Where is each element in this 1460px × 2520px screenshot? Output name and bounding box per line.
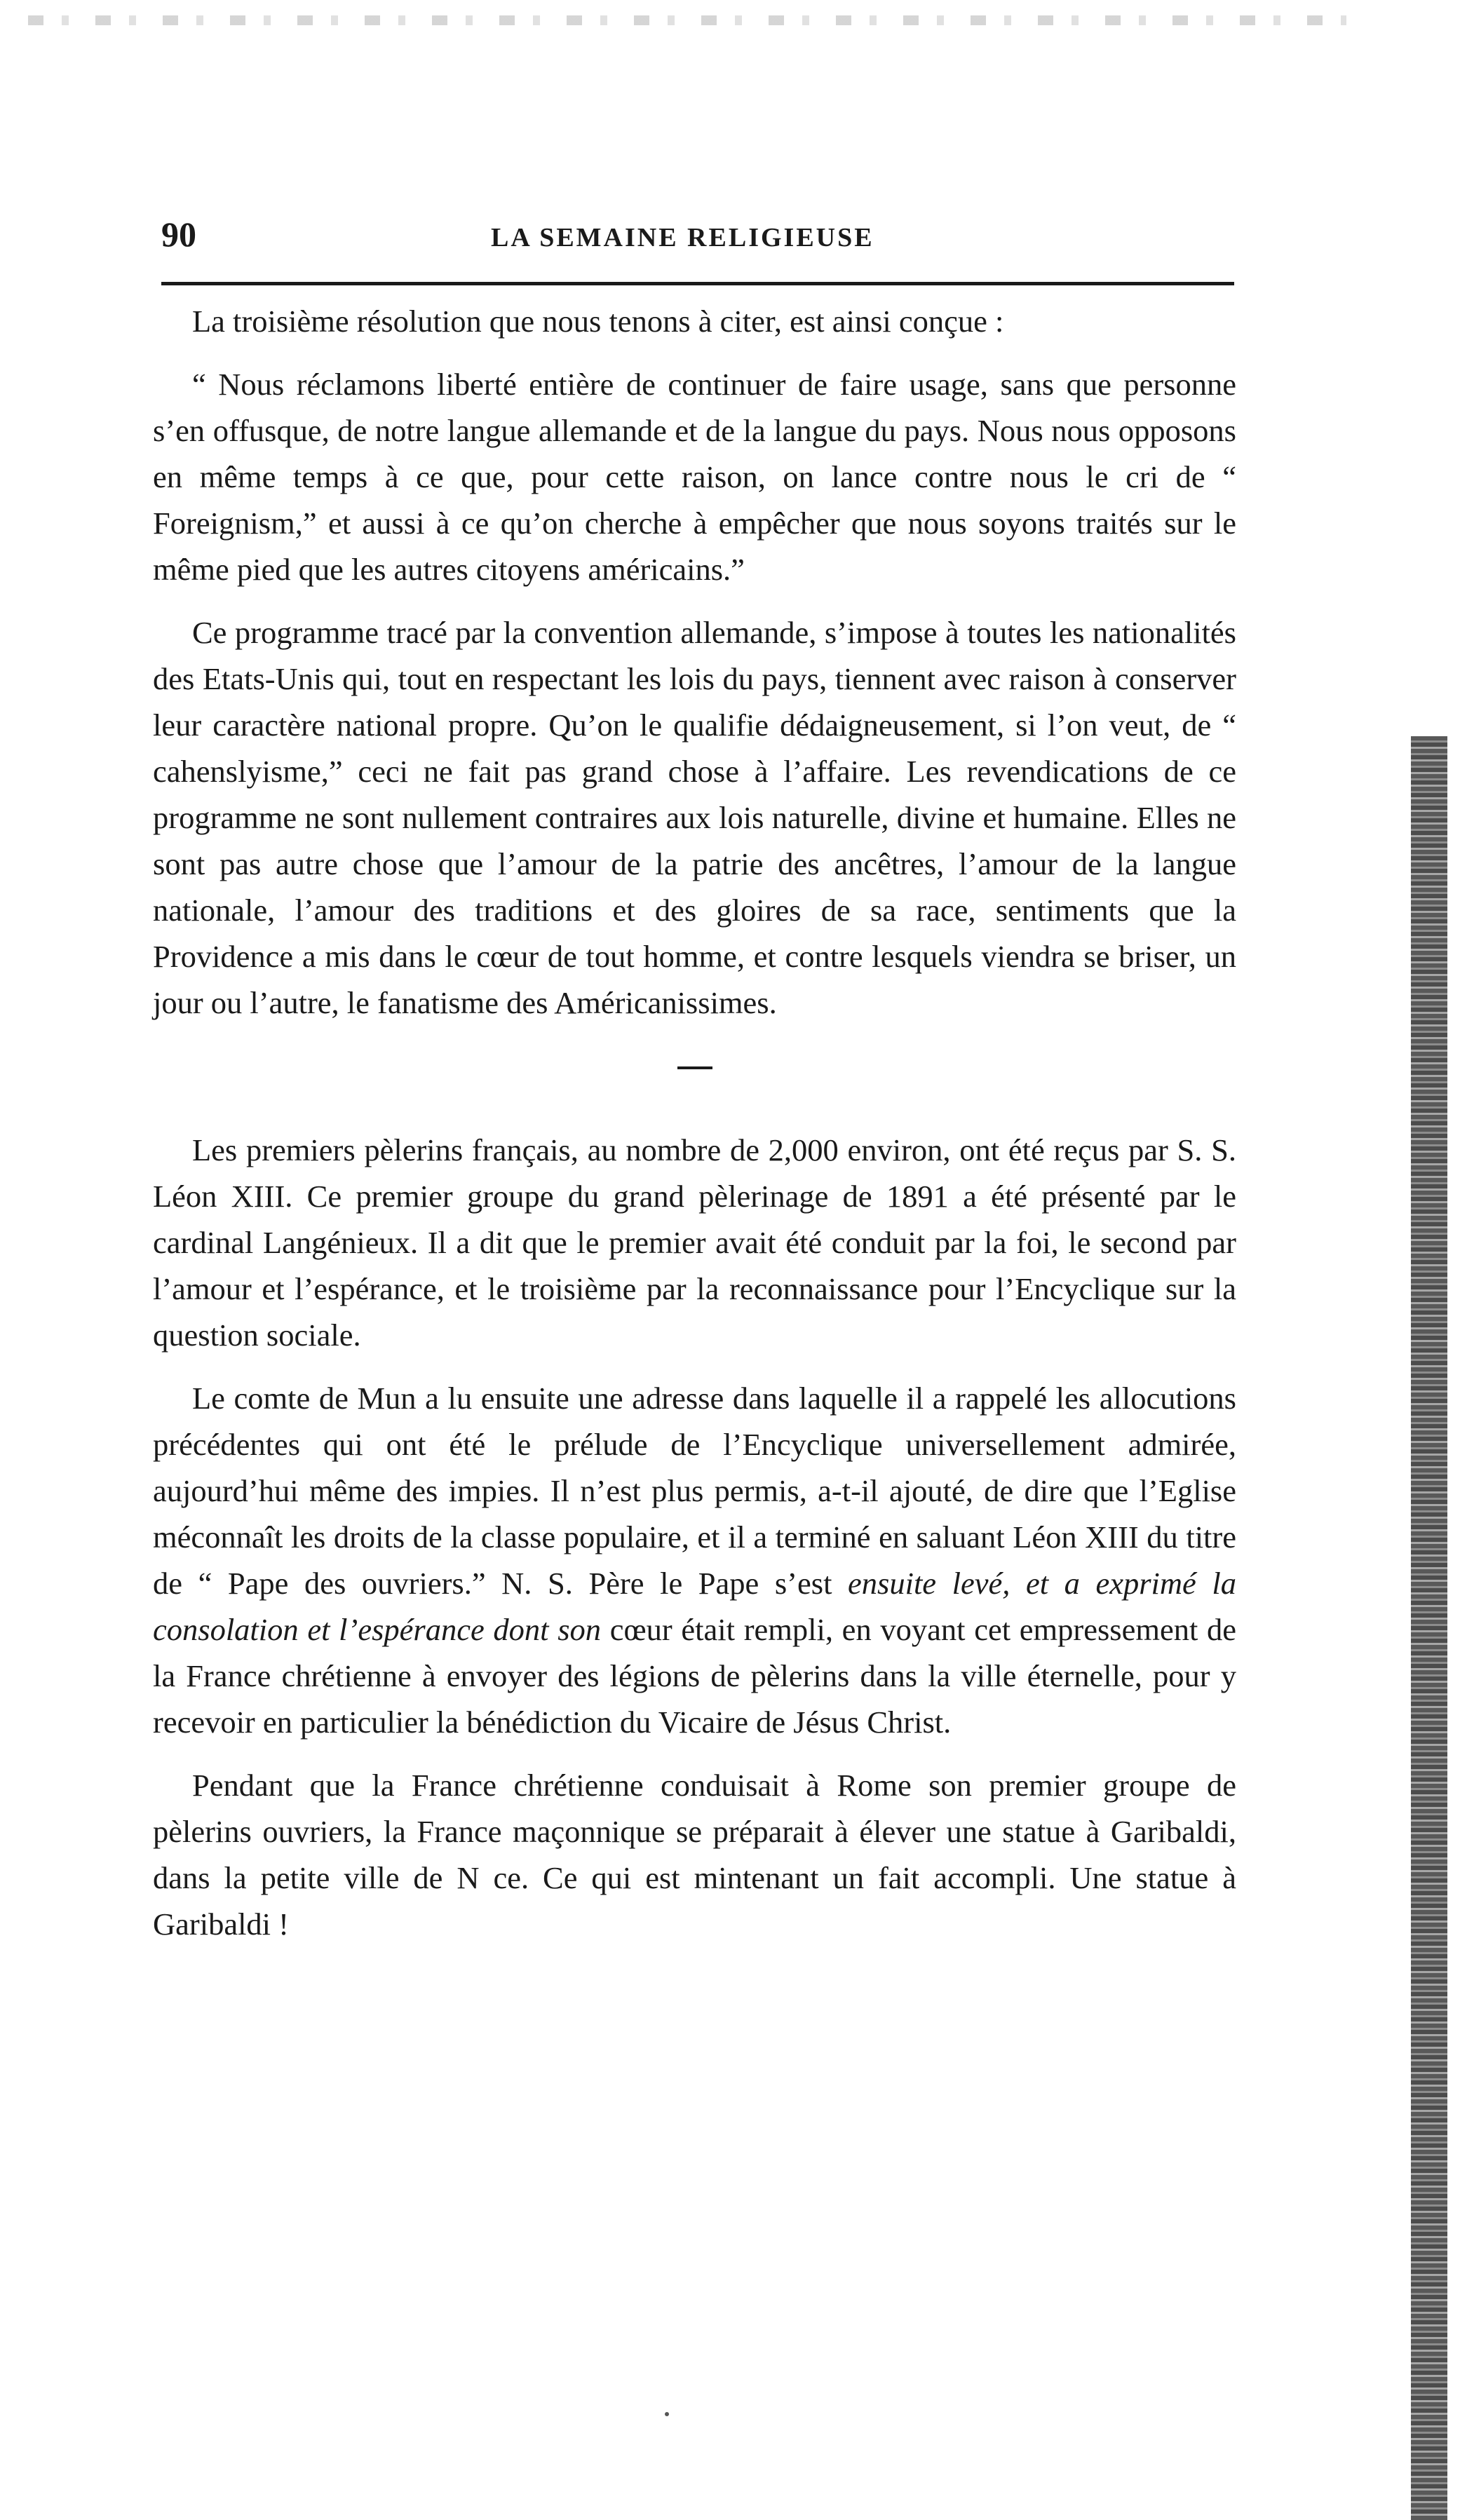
header-rule (161, 282, 1234, 285)
paragraph-comte-de-mun (153, 1375, 1236, 1745)
article-body (153, 298, 1236, 1964)
scan-binding-edge (1411, 736, 1447, 2520)
paragraph-resolution-quote: “ Nous réclamons liberté entière de continuer de faire usage, sans que personne s’en offusque, de notre langue allemande et de la langue du pays. Nous nous opposons en même temps à ce que, pour cette raison, on lance contre nous le cri de “ Foreignism,” et aussi à ce qu’on cherche à empêcher que nous soyons traités sur le même pied que les autres citoyens américains.” (153, 367, 1236, 587)
paragraph-comte-de-mun-end: cœur était rempli, en voyant cet empressement de la France chrétienne à envoyer des légions de pèlerins dans la ville éternelle, pour y recevoir en particulier la bénédiction du Vicaire de Jésus Christ. (153, 1612, 1237, 1740)
page-number: 90 (161, 215, 196, 254)
paragraph-comte-de-mun-text: Le comte de Mun a lu ensuite une adresse dans laquelle il a rappelé les allocutions précédentes qui ont été le prélude de l’Encyclique universellement admirée, aujourd’hui même des impies. Il n’est plus permis, a-t-il ajouté, de dire que l’Eglise méconnaît les droits de la classe populaire, et il a terminé en saluant Léon XIII du titre de “ Pape des ouvriers.” N. S. Père le Pape s’est (153, 1381, 1236, 1601)
paragraph-resolution-intro: La troisième résolution que nous tenons à citer, est ainsi conçue : (192, 304, 1004, 339)
paragraph-pilgrims: Les premiers pèlerins français, au nombre de 2,000 environ, ont été reçus par S. S. Léon XIII. Ce premier groupe du grand pèlerinage de 1891 a été présenté par le cardinal Langénieux. Il a dit que le premier avait été conduit par la foi, le second par l’amour et l’espérance, et le troisième par la reconnaissance pour l’Encyclique sur la question sociale. (153, 1132, 1236, 1353)
page-header (161, 214, 1234, 270)
paragraph-garibaldi: Pendant que la France chrétienne conduisait à Rome son premier groupe de pèlerins ouvriers, la France maçonnique se préparait à élever une statue à Garibaldi, dans la petite ville de N ce. Ce qui est mintenant un fait accompli. Une statue à Garibaldi ! (153, 1768, 1236, 1942)
section-separator (677, 1066, 712, 1069)
paragraph-programme: Ce programme tracé par la convention allemande, s’impose à toutes les nationalités des Etats-Unis qui, tout en respectant les lois du pays, tiennent avec raison à conserver leur caractère national propre. Qu’on le qualifie dédaigneusement, si l’on veut, de “ cahenslyisme,” ceci ne fait pas grand chose à l’affaire. Les revendications de ce programme ne sont nullement contraires aux lois naturelle, divine et humaine. Elles ne sont pas autre chose que l’amour de la patrie des ancêtres, l’amour de la langue nationale, l’amour des traditions et des gloires de sa race, sentiments que la Providence a mis dans le cœur de tout homme, et contre lesquels viendra se briser, un jour ou l’autre, le fanatisme des Américanissimes. (153, 615, 1236, 1020)
scan-speck (665, 2412, 669, 2416)
scan-noise-top (28, 15, 1346, 25)
running-title: LA SEMAINE RELIGIEUSE (491, 223, 874, 252)
paragraph-comte-de-mun-italic: ensuite levé, et a exprimé la consolation et l’espérance dont son (153, 1566, 1236, 1647)
